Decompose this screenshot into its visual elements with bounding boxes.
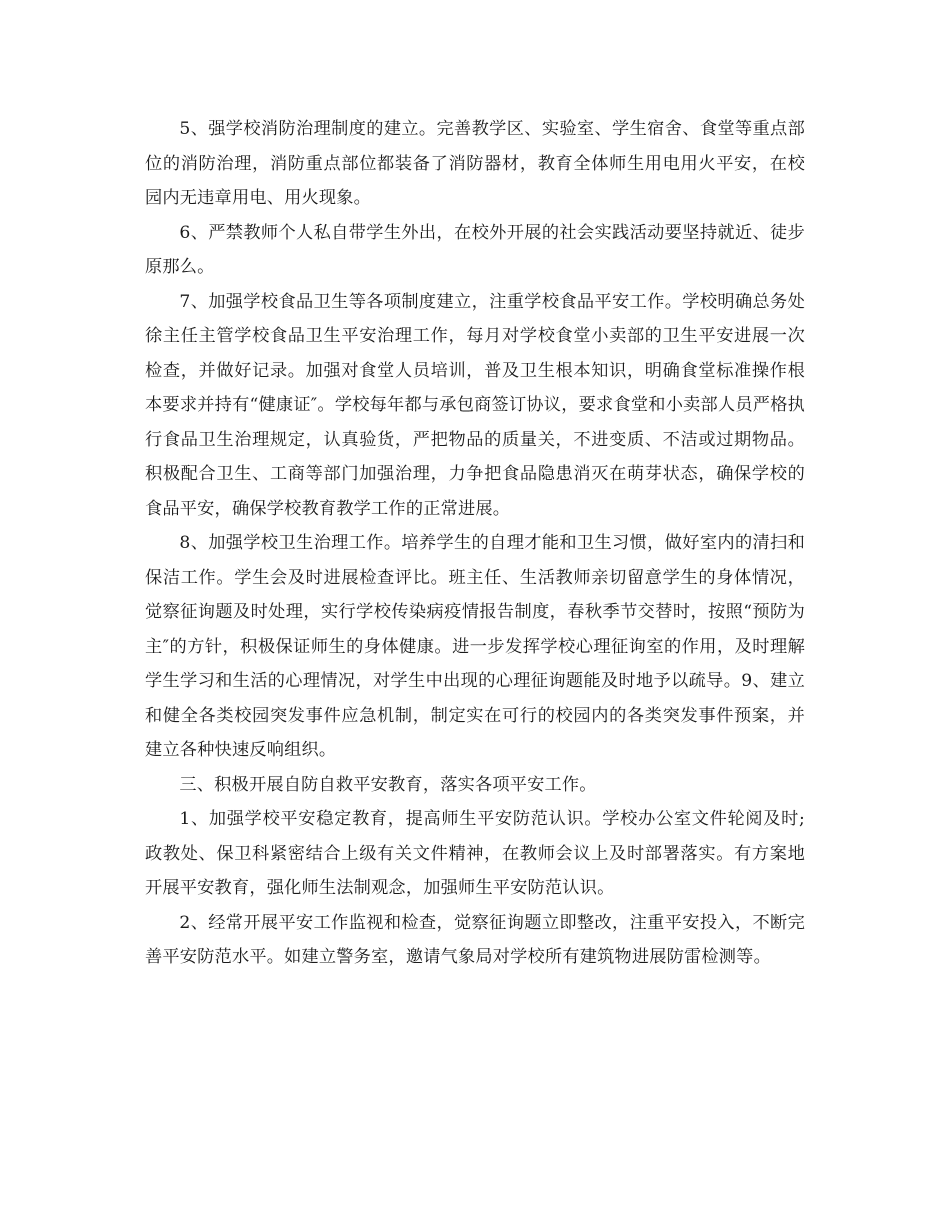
paragraph-outings: 6、严禁教师个人私自带学生外出，在校外开展的社会实践活动要坚持就近、徒步原那么。 — [145, 222, 805, 277]
section-heading-safety-education: 三、积极开展自防自救平安教育，落实各项平安工作。 — [179, 774, 597, 795]
paragraph-safety-awareness: 1、加强学校平安稳定教育，提高师生平安防范认识。学校办公室文件轮阅及时;政教处、保卫科紧密结合上级有关文件精神，在教师会议上及时部署落实。有方案地开展平安教育，强化师生法制观念，加强师生平安防范认识。 — [145, 809, 805, 898]
paragraph-inspection: 2、经常开展平安工作监视和检查，觉察征询题立即整改，注重平安投入，不断完善平安防范水平。如建立警务室，邀请气象局对学校所有建筑物进展防雷检测等。 — [145, 912, 805, 967]
document-body — [145, 112, 805, 975]
paragraph-hygiene: 8、加强学校卫生治理工作。培养学生的自理才能和卫生习惯，做好室内的清扫和保洁工作。学生会及时进展检查评比。班主任、生活教师亲切留意学生的身体情况，觉察征询题及时处理，实行学校传染病疫情报告制度，春秋季节交替时，按照“预防为主″的方针，积极保证师生的身体健康。进一步发挥学校心理征询室的作用，及时理解学生学习和生活的心理情况，对学生中出现的心理征询题能及时地予以疏导。9、建立和健全各类校园突发事件应急机制，制定实在可行的校园内的各类突发事件预案，并建立各种快速反响组织。 — [145, 533, 805, 760]
paragraph-fire-safety: 5、强学校消防治理制度的建立。完善教学区、实验室、学生宿舍、食堂等重点部位的消防治理，消防重点部位都装备了消防器材，教育全体师生用电用火平安，在校园内无违章用电、用火现象。 — [145, 119, 805, 208]
paragraph-food-safety: 7、加强学校食品卫生等各项制度建立，注重学校食品平安工作。学校明确总务处徐主任主管学校食品卫生平安治理工作，每月对学校食堂小卖部的卫生平安进展一次检查，并做好记录。加强对食堂人员培训，普及卫生根本知识，明确食堂标准操作根本要求并持有“健康证″。学校每年都与承包商签订协议，要求食堂和小卖部人员严格执行食品卫生治理规定，认真验货，严把物品的质量关，不进变质、不洁或过期物品。积极配合卫生、工商等部门加强治理，力争把食品隐患消灭在萌芽状态，确保学校的食品平安，确保学校教育教学工作的正常进展。 — [145, 291, 805, 519]
